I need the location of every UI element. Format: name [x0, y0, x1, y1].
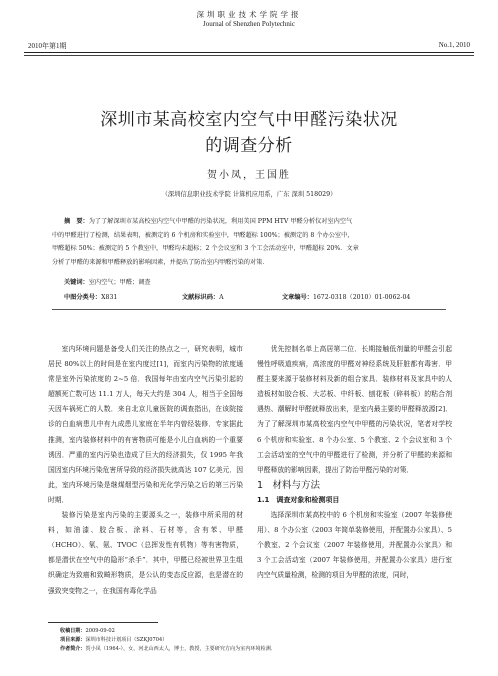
- header-rule-thin: [24, 55, 474, 56]
- abstract-line: 分析了甲醛的来源和甲醛释放的影响因素，并提出了防治室内甲醛污染的对策．: [52, 258, 269, 266]
- footnote-received: 收稿日期：2009-09-02: [60, 628, 115, 634]
- abstract-line: 甲醛超标 50%；被测定的 5 个教室中，甲醛均未超标；2 个会议室和 3 个工会活动室中，甲醛超标 20%．文章: [52, 245, 359, 252]
- doc-code-value: A: [219, 294, 224, 301]
- section-heading: 1 材料与方法: [257, 479, 321, 491]
- subsection-heading: 1.1 调查对象和检测项目: [257, 495, 340, 504]
- article-number-value: 1672-0318（2010）01-0062-04: [312, 294, 411, 301]
- paper-title-line-2: 的调查分析: [205, 136, 293, 156]
- clc-value: X831: [101, 294, 118, 301]
- clc-label: 中图分类号：: [64, 294, 102, 301]
- article-number-label: 文章编号：: [282, 294, 313, 301]
- header-rule: [24, 52, 474, 53]
- keywords-line: [64, 277, 151, 286]
- body-paragraph: 优先控制名单上高居第二位．长期接触低剂量的甲醛会引起慢性呼吸道疾病，高浓度的甲醛对神经系统及肝脏都有毒害．甲醛主要来源于装修材料及新的组合家具．装修材料及家具中的人造板材如胶合板、大芯板、中纤板、刨花板（碎料板）的粘合剂遇热、潮解时甲醛就释放出来，是室内最主要的甲醛释放源[2]．为了了解深圳市某高校室内空气中甲醛的污染状况，笔者对学校 6 个机房和实验室、8 个办公室、5 个教室、2 个会议室和 3 个工会活动室的空气中的甲醛进行了检测，并分析了甲醛的来源和甲醛释放的影响因素，提出了防治甲醛污染的对策．: [257, 345, 452, 474]
- keywords-label: 关键词：: [64, 279, 89, 286]
- journal-name-cn: 深圳职业技术学院学报: [196, 10, 302, 19]
- doc-code-label: 文献标识码：: [182, 294, 220, 301]
- journal-name-en: Journal of Shenzhen Polytechnic: [203, 20, 295, 28]
- abstract-divider: [52, 309, 446, 310]
- footnote-rule: [48, 622, 158, 623]
- paper-authors: 贺小凤，王国胜: [207, 170, 291, 181]
- author-affiliation: （深圳信息职业技术学院 计算机应用系，广东 深圳 518029）: [161, 191, 337, 198]
- abstract-label: 摘 要：: [64, 218, 89, 225]
- footnote-project: 项目来源：深圳市科技计划项目（SZKJ0704）: [60, 637, 168, 643]
- body-paragraph: 选择深圳市某高校中的 6 个机房和实验室（2007 年装修使用）、8 个办公室（2003 年简单装修使用，并配置办公家具）、5 个教室、2 个会议室（2007 年装修使用，并配置办公家具）和 3 个工会活动室（2007 年装修使用，并配置办公家具）进行室内空气质量检测，检测的项目为甲醛的浓度，同时，: [257, 511, 452, 580]
- body-right-column: [257, 342, 452, 584]
- journal-header: [24, 0, 474, 52]
- abstract-line: 中的甲醛进行了检测，结果表明，被测定的 6 个机房和实验室中，甲醛超标 100%；被测定的 8 个办公室中，: [52, 231, 354, 239]
- volume-label: 2010年第1期: [28, 42, 67, 50]
- body-paragraph: 装修污染是室内污染的主要源头之一，装修中所采用的材料，如油漆、胶合板、涂料、石材等，含有苯、甲醛（HCHO）、氡、氨、TVOC（总挥发性有机物）等有害物质，都是潜伏在空气中的隐形“杀手”．其中，甲醛已经被世界卫生组织确定为致癌和致畸形物质，是公认的变态反应源，也是潜在的强致突变物之一，在我国有毒化学品: [48, 511, 243, 595]
- body-left-column: [48, 342, 243, 599]
- abstract-block: [52, 215, 446, 269]
- issue-number: No.1, 2010: [438, 41, 470, 49]
- body-paragraph: 室内环境问题是备受人们关注的热点之一，研究表明，城市居民 80%以上的时间是在室内度过[1]，而室内污染物的浓度通常是室外污染浓度的 2~5 倍．我国每年由室内空气污染引起的超额死亡数可达 11.1 万人，每天大约是 304 人，相当于全国每天因车祸死亡的人数．来自北京儿童医院的调查指出，在该院接诊的白血病患儿中有九成患儿家庭在半年内曾经装修．专家据此推测，室内装修材料中的有害物质可能是小儿白血病的一个重要诱因．严重的室内污染也造成了巨大的经济损失，仅 1995 年我国因室内环境污染危害所导致的经济损失就高达 107 亿美元．因此，室内环境污染是继煤烟型污染和光化学污染之后的第三污染时期．: [48, 345, 243, 504]
- paper-title-line-1: 深圳市某高校室内空气中甲醛污染状况: [100, 110, 398, 130]
- abstract-line: 摘 要：为了了解深圳市某高校室内空气中甲醛的污染状况，利用美国 PPM HTV 甲醛分析仪对室内空气: [64, 218, 353, 225]
- keywords-value: 室内空气；甲醛；调查: [88, 279, 151, 286]
- footnote-author-bio: 作者简介：贺小凤（1964-），女，河北山西太人，博士，教授，主要研究方向为室内环境检测．: [60, 646, 276, 652]
